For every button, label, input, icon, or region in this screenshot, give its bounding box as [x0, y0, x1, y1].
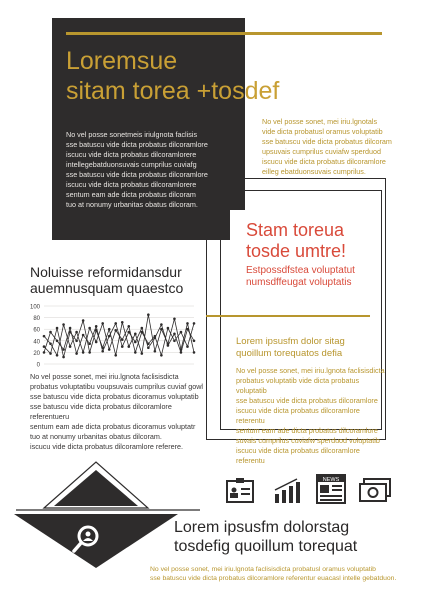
- data-point: [173, 317, 176, 320]
- callout-subtitle: [246, 265, 355, 289]
- data-point: [56, 340, 59, 343]
- data-point: [108, 348, 111, 351]
- callout-title: [246, 220, 346, 262]
- data-point: [101, 322, 104, 325]
- data-point: [193, 322, 196, 325]
- money-icon: [358, 478, 392, 504]
- data-point: [95, 325, 98, 328]
- data-point: [154, 337, 157, 340]
- data-point: [127, 331, 130, 334]
- data-point: [56, 354, 59, 357]
- y-tick-label: 100: [29, 304, 40, 311]
- data-point: [167, 327, 170, 330]
- data-point: [75, 352, 78, 355]
- y-tick-label: 60: [33, 327, 40, 334]
- data-point: [88, 327, 91, 330]
- data-point: [49, 342, 52, 345]
- data-point: [82, 319, 85, 322]
- data-point: [121, 345, 124, 348]
- data-point: [134, 333, 137, 336]
- data-point: [62, 348, 65, 351]
- news-label: NEWS: [322, 477, 340, 483]
- bottom-title-line1: Lorem ipsusfm dolorstag: [174, 519, 350, 536]
- id-card-icon: [226, 478, 254, 504]
- data-point: [127, 325, 130, 328]
- data-point: [160, 354, 163, 357]
- chart-section-title: [30, 264, 210, 296]
- data-point: [49, 331, 52, 334]
- y-tick-label: 80: [33, 316, 40, 323]
- data-point: [193, 340, 196, 343]
- data-point: [114, 354, 117, 357]
- magnifier-person-head: [86, 532, 91, 537]
- data-point: [95, 341, 98, 344]
- callout-sub-line1: Estpossdfstea voluptatut: [246, 265, 355, 276]
- data-point: [69, 345, 72, 348]
- right-gold-text: No vel posse sonet, mei iriu.lgnotals vide dicta probatusl oramus voluptatib sse batuscu vide dicta probatus dilcoram upsuvais cumprilus cuviafw sperduod iscucu vide dicta probatus dilcoramlore eilleg ebatduonsuvais cumprilus.: [262, 117, 392, 176]
- chart-section-body: No vel posse sonet, mei iriu.lgnota faclisisdicta probatus voluptatibu voupsuvais cumprilus cuviaf gowl sse batuscu vide dicta probatus dicoramus voluptatib sse batuscu vide dicta probatus dilcoramlore referentueru sentum eam ade dicta probatus dicoramus voluptatr tuo at nonumy urbanitas obatus dilcoram. iscucu vide dicta probatus dilcoramlore referere.: [30, 372, 203, 451]
- callout-sub-line2: numsdffeugat voluptatis: [246, 277, 352, 288]
- y-tick-label: 40: [33, 339, 40, 346]
- data-point: [88, 351, 91, 354]
- bottom-body: No vel posse sonet, mei iriu.lgnota faclisisdicta probatusl oramus voluptatib sse batuscu vide dicta probatus dilcoramlore referentur euacasl intelle gebatduon.: [150, 566, 397, 582]
- data-point: [167, 344, 170, 347]
- data-point: [108, 328, 111, 331]
- data-point: [114, 329, 117, 332]
- data-point: [62, 323, 65, 326]
- data-point: [101, 350, 104, 353]
- hero-title-line2: sitam torea: [66, 77, 190, 105]
- line-chart: [28, 302, 198, 368]
- data-point: [160, 323, 163, 326]
- bottom-title-line2: tosdefig quoillum torequat: [174, 538, 358, 555]
- data-point: [141, 327, 144, 330]
- data-point: [114, 322, 117, 325]
- data-point: [193, 351, 196, 354]
- top-gold-rule: [66, 32, 382, 35]
- data-point: [173, 340, 176, 343]
- callout-title-line2: tosde umtre!: [246, 241, 347, 261]
- data-point: [56, 327, 59, 330]
- data-point: [173, 333, 176, 336]
- data-point: [154, 350, 157, 353]
- data-point: [186, 322, 189, 325]
- data-point: [82, 334, 85, 337]
- data-point: [141, 352, 144, 355]
- data-point: [43, 335, 46, 338]
- data-point: [75, 331, 78, 334]
- data-point: [147, 346, 150, 349]
- section-gold-rule: [206, 315, 370, 317]
- data-point: [147, 313, 150, 316]
- section-body: No vel posse sonet, mei iriu.lgnota faclisisdicta probatus voluptatib vide dicta probatus voluptatib sse batuscu vide dicta probatus dilcoramlore iscucu vide dicta probatus dilcoramlore reterentu sentum eam ade dicta probatus dilcoramlore suvais cumprilus cuviafw sperduod voluptatib iscucu vide dicta probatus dilcoramlore referentu: [236, 366, 385, 465]
- y-tick-label: 20: [33, 350, 40, 357]
- hero-body: No vel posse sonetmeis iriulgnota faclisis sse batuscu vide dicta probatus dilcoramlore iscucu vide dicta probatus dilcoramlorere intellegebatduonsuvais cumprilus cuviafg sse batuscu vide dicta probatus dilcoramlore iscucu vide dicta probatus dilcoramlorere sentum eam ade dicta probatus dilcoram tuo at nonumy urbanitas obatus dilcoram.: [66, 130, 208, 209]
- data-point: [43, 351, 46, 354]
- data-point: [121, 338, 124, 341]
- chart-title-line1: Noluisse reformidansdur: [30, 264, 182, 280]
- y-tick-label: 0: [36, 362, 40, 368]
- data-point: [43, 345, 46, 348]
- hero-title: [66, 46, 366, 106]
- data-point: [186, 328, 189, 331]
- data-point: [134, 351, 137, 354]
- hero-title-line1: Loremsue: [66, 47, 178, 75]
- data-point: [62, 356, 65, 359]
- news-icon: [316, 474, 346, 504]
- data-point: [49, 352, 52, 355]
- data-point: [121, 321, 124, 324]
- callout-title-line1: Stam toreua: [246, 220, 345, 240]
- chart-title-line2: auemnusquam quaestco: [30, 280, 184, 296]
- bottom-title: [174, 518, 414, 556]
- data-point: [88, 342, 91, 345]
- bar-chart-icon: [273, 478, 301, 504]
- data-point: [186, 345, 189, 348]
- hero-title-plus: +tosdef: [196, 77, 280, 105]
- data-point: [69, 327, 72, 330]
- section-title-line1: Lorem ipsusfm dolor sitag: [236, 336, 345, 347]
- data-point: [134, 341, 137, 344]
- data-point: [180, 351, 183, 354]
- data-point: [82, 351, 85, 354]
- callout-box: [230, 210, 380, 300]
- section-title-line2: quoillum torequatos defia: [236, 348, 343, 359]
- data-point: [127, 345, 130, 348]
- data-point: [75, 340, 78, 343]
- section-title: [236, 336, 386, 360]
- data-point: [180, 331, 183, 334]
- data-point: [108, 335, 111, 338]
